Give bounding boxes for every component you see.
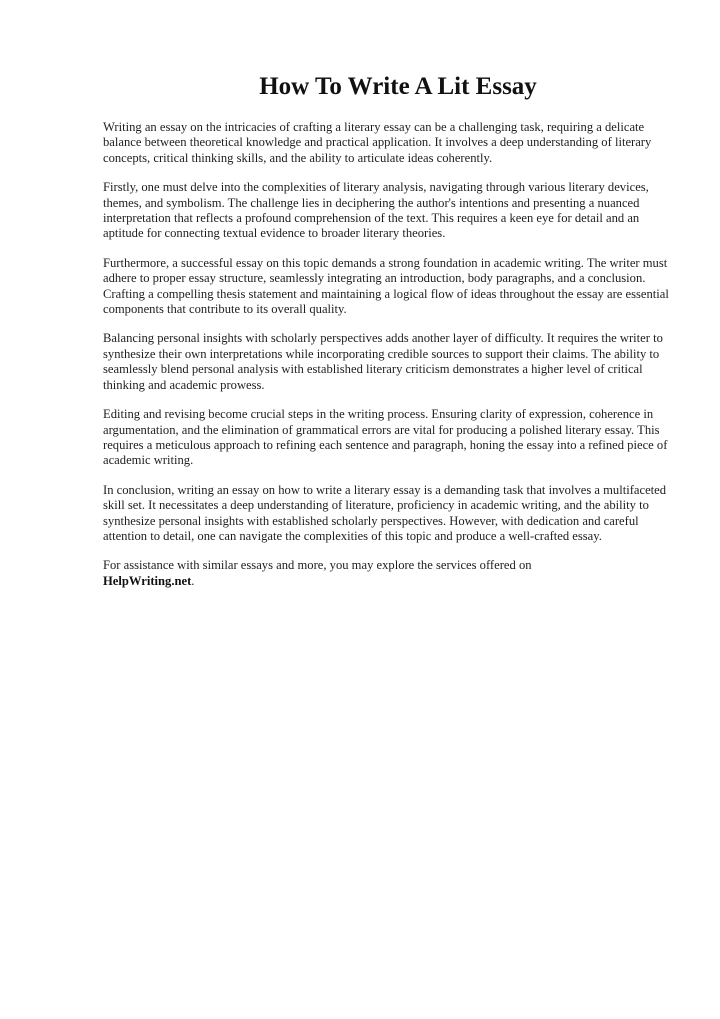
closing-paragraph (103, 558, 673, 589)
closing-text: For assistance with similar essays and more, you may explore the services offered on (103, 558, 532, 573)
paragraph-editing-revising: Editing and revising become crucial steps in the writing process. Ensuring clarity of expression, coherence in argumentation, and the elimination of grammatical errors are vital for producing a polished literary essay. This requires a meticulous approach to refining each sentence and paragraph, honing the essay into a refined piece of academic writing. (103, 407, 668, 468)
document-body (103, 70, 673, 589)
closing-period: . (191, 573, 195, 588)
paragraph-intro: Writing an essay on the intricacies of crafting a literary essay can be a challenging task, requiring a delicate balance between theoretical knowledge and practical application. It involves a deep understanding of literary concepts, critical thinking skills, and the ability to articulate ideas coherently. (103, 120, 652, 165)
paragraph-scholarly-perspectives: Balancing personal insights with scholarly perspectives adds another layer of difficulty. It requires the writer to synthesize their own interpretations while incorporating credible sources to support their claims. The ability to seamlessly blend personal analysis with established literary criticism demonstrates a higher level of critical thinking and academic prowess. (103, 331, 663, 392)
paragraph-literary-analysis: Firstly, one must delve into the complexities of literary analysis, navigating through various literary devices, themes, and symbolism. The challenge lies in deciphering the author's intentions and presenting a nuanced interpretation that reflects a profound comprehension of the text. This requires a keen eye for detail and an aptitude for connecting textual evidence to broader literary theories. (103, 180, 649, 241)
paragraph-conclusion: In conclusion, writing an essay on how to write a literary essay is a demanding task that involves a multifaceted skill set. It necessitates a deep understanding of literature, proficiency in academic writing, and the ability to synthesize personal insights with established scholarly perspectives. However, with dedication and careful attention to detail, one can navigate the complexities of this topic and produce a well-crafted essay. (103, 482, 667, 543)
paragraph-academic-writing: Furthermore, a successful essay on this topic demands a strong foundation in academic writing. The writer must adhere to proper essay structure, seamlessly integrating an introduction, body paragraphs, and a conclusion. Crafting a compelling thesis statement and maintaining a logical flow of ideas throughout the essay are essential components that contribute to its overall quality. (103, 255, 669, 317)
page-title: How To Write A Lit Essay (259, 73, 537, 100)
brand-name: HelpWriting.net (103, 573, 192, 588)
